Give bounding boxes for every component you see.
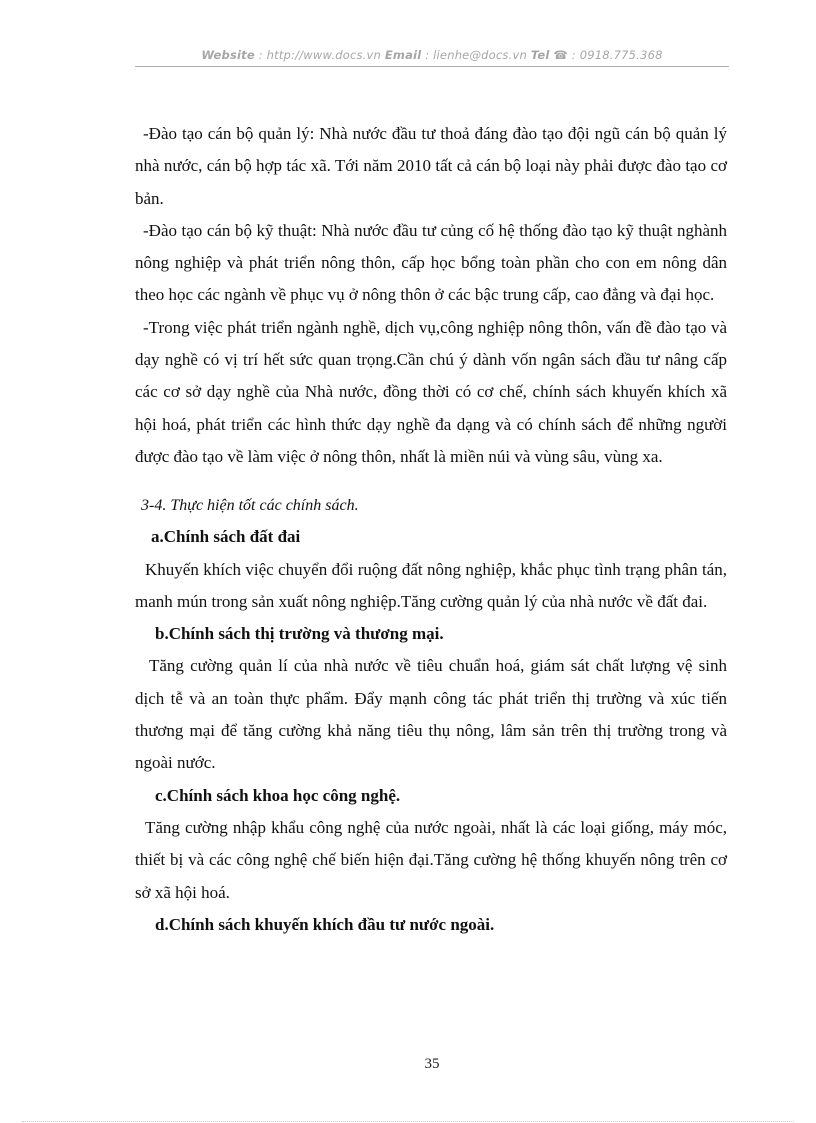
document-body bbox=[135, 118, 727, 941]
phone-icon: ☎ bbox=[553, 48, 568, 62]
page-bottom-border bbox=[22, 1121, 794, 1122]
header-divider bbox=[135, 66, 729, 67]
section-heading: 3-4. Thực hiện tốt các chính sách. bbox=[141, 497, 359, 515]
paragraph-science-policy: Tăng cường nhập khẩu công nghệ của nước ngoài, nhất là các loại giống, máy móc, thiết bị và các công nghệ chế biến hiện đại.Tăng cường hệ thống khuyến nông trên cơ sở xã hội hoá. bbox=[135, 817, 727, 902]
paragraph-land-policy: Khuyến khích việc chuyển đổi ruộng đất nông nghiệp, khắc phục tình trạng phân tán, manh mún trong sản xuất nông nghiệp.Tăng cường quản lý của nhà nước về đất đai. bbox=[135, 559, 727, 611]
subsection-heading-market: b.Chính sách thị trường và thương mại. bbox=[155, 624, 444, 644]
subsection-heading-science: c.Chính sách khoa học công nghệ. bbox=[155, 785, 401, 805]
subsection-heading-foreign-investment: d.Chính sách khuyến khích đầu tư nước ngoài. bbox=[155, 914, 495, 934]
tel-label: Tel bbox=[530, 48, 550, 62]
paragraph-management-training: -Đào tạo cán bộ quản lý: Nhà nước đầu tư thoả đáng đào tạo đội ngũ cán bộ quản lý nhà nước, cán bộ hợp tác xã. Tới năm 2010 tất cả cán bộ loại này phải được đào tạo cơ bản. bbox=[135, 124, 727, 208]
email-value: : lienhe@docs.vn bbox=[421, 48, 531, 62]
email-label: Email bbox=[384, 48, 422, 62]
paragraph-vocational-training: -Trong việc phát triển ngành nghề, dịch vụ,công nghiệp nông thôn, vấn đề đào tạo và dạy nghề có vị trí hết sức quan trọng.Cần chú ý dành vốn ngân sách đầu tư nâng cấp các cơ sở dạy nghề của Nhà nước, đồng thời có cơ chế, chính sách khuyến khích xã hội hoá, phát triển các hình thức dạy nghề đa dạng và có chính sách để những người được đào tạo về làm việc ở nông thôn, nhất là miền núi và vùng sâu, vùng xa. bbox=[135, 317, 727, 466]
tel-value: : 0918.775.368 bbox=[567, 48, 663, 62]
subsection-heading-land: a.Chính sách đất đai bbox=[151, 527, 301, 547]
page-number: 35 bbox=[424, 1056, 440, 1072]
page-header bbox=[135, 48, 729, 62]
website-value: : http://www.docs.vn bbox=[254, 48, 385, 62]
paragraph-technical-training: -Đào tạo cán bộ kỹ thuật: Nhà nước đầu tư củng cố hệ thống đào tạo kỹ thuật nghành nông nghiệp và phát triển nông thôn, cấp học bổng toàn phần cho con em nông dân theo học các ngành về phục vụ ở nông thôn ở các bậc trung cấp, cao đẳng và đại học. bbox=[135, 220, 727, 305]
website-label: Website bbox=[201, 48, 255, 62]
paragraph-market-policy: Tăng cường quản lí của nhà nước về tiêu chuẩn hoá, giám sát chất lượng vệ sinh dịch tễ và an toàn thực phẩm. Đẩy mạnh công tác phát triển thị trường và xúc tiến thương mại để tăng cường khả năng tiêu thụ nông, lâm sản trên thị trường trong và ngoài nước. bbox=[135, 656, 727, 773]
